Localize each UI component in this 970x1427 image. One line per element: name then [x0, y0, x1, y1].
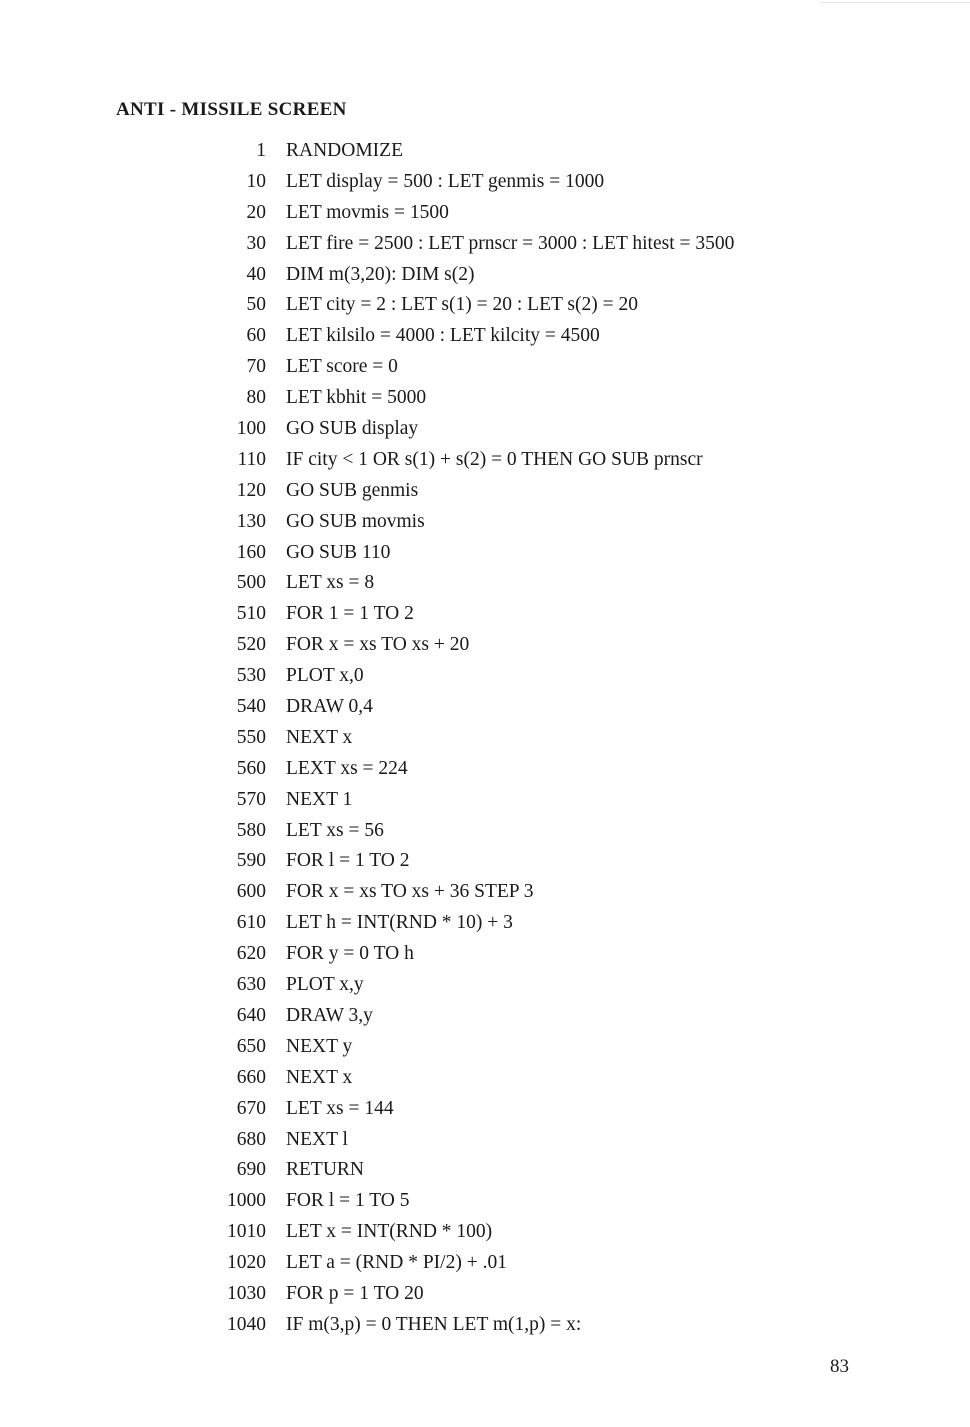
code-line [200, 692, 900, 723]
code-line [200, 1248, 900, 1279]
line-code: LET xs = 144 [286, 1097, 394, 1119]
code-line [200, 321, 900, 352]
code-line [200, 785, 900, 816]
code-line [200, 1032, 900, 1063]
line-number: 500 [236, 572, 266, 594]
line-number: 30 [246, 232, 266, 254]
program-listing [200, 136, 900, 1341]
line-code: LET movmis = 1500 [286, 201, 449, 223]
line-number: 570 [236, 788, 266, 810]
line-number: 580 [236, 819, 266, 841]
code-line [200, 198, 900, 229]
code-line [200, 1001, 900, 1032]
line-code: LET h = INT(RND * 10) + 3 [286, 912, 513, 934]
code-line [200, 1217, 900, 1248]
line-code: LET score = 0 [286, 356, 398, 378]
line-code: PLOT x,y [286, 974, 364, 996]
line-code: IF city < 1 OR s(1) + s(2) = 0 THEN GO SUB prnscr [286, 448, 703, 470]
line-number: 590 [236, 850, 266, 872]
line-number: 520 [236, 634, 266, 656]
line-code: NEXT x [286, 726, 353, 748]
line-number: 60 [246, 325, 266, 347]
line-number: 670 [236, 1097, 266, 1119]
line-code: FOR x = xs TO xs + 36 STEP 3 [286, 881, 534, 903]
line-code: NEXT y [286, 1035, 353, 1057]
code-line [200, 599, 900, 630]
section-heading: ANTI - MISSILE SCREEN [116, 99, 347, 120]
code-line [200, 846, 900, 877]
line-number: 690 [236, 1159, 266, 1181]
code-line [200, 507, 900, 538]
line-number: 660 [236, 1066, 266, 1088]
scan-edge-line [820, 2, 970, 3]
line-number: 40 [246, 263, 266, 285]
line-number: 640 [236, 1004, 266, 1026]
line-code: NEXT 1 [286, 788, 353, 810]
line-code: LET xs = 56 [286, 819, 384, 841]
line-number: 560 [236, 757, 266, 779]
line-number: 1020 [227, 1252, 266, 1274]
line-code: GO SUB genmis [286, 479, 419, 501]
line-code: FOR l = 1 TO 5 [286, 1190, 410, 1212]
line-code: FOR x = xs TO xs + 20 [286, 634, 470, 656]
line-code: FOR 1 = 1 TO 2 [286, 603, 414, 625]
code-line [200, 754, 900, 785]
line-code: LET city = 2 : LET s(1) = 20 : LET s(2) = 20 [286, 294, 638, 316]
code-line [200, 476, 900, 507]
line-number: 1040 [227, 1313, 266, 1335]
code-line [200, 229, 900, 260]
line-code: LET x = INT(RND * 100) [286, 1221, 493, 1243]
line-code: FOR y = 0 TO h [286, 943, 414, 965]
line-code: LET kbhit = 5000 [286, 387, 427, 409]
page-number: 83 [830, 1356, 849, 1377]
code-line [200, 167, 900, 198]
line-code: LET a = (RND * PI/2) + .01 [286, 1252, 507, 1274]
code-line [200, 445, 900, 476]
code-line [200, 908, 900, 939]
line-code: PLOT x,0 [286, 665, 364, 687]
code-line [200, 970, 900, 1001]
line-code: RANDOMIZE [286, 140, 403, 161]
code-line [200, 136, 900, 167]
line-code: FOR l = 1 TO 2 [286, 850, 410, 872]
line-number: 120 [236, 479, 266, 501]
code-line [200, 260, 900, 291]
code-line [200, 383, 900, 414]
line-number: 70 [246, 356, 266, 378]
line-number: 510 [236, 603, 266, 625]
line-code: GO SUB movmis [286, 510, 425, 532]
line-number: 1030 [227, 1282, 266, 1304]
code-line [200, 1125, 900, 1156]
code-line [200, 1279, 900, 1310]
code-line [200, 1310, 900, 1341]
line-number: 610 [236, 912, 266, 934]
code-line [200, 568, 900, 599]
line-number: 20 [246, 201, 266, 223]
line-code: GO SUB 110 [286, 541, 391, 563]
code-line [200, 1186, 900, 1217]
line-code: LET kilsilo = 4000 : LET kilcity = 4500 [286, 325, 600, 347]
line-number: 650 [236, 1035, 266, 1057]
line-number: 50 [246, 294, 266, 316]
code-line [200, 723, 900, 754]
line-code: RETURN [286, 1159, 364, 1181]
line-code: DRAW 0,4 [286, 696, 373, 718]
line-number: 100 [236, 418, 266, 440]
line-code: DRAW 3,y [286, 1004, 373, 1026]
line-number: 550 [236, 726, 266, 748]
line-code: DIM m(3,20): DIM s(2) [286, 263, 475, 285]
line-number: 1010 [227, 1221, 266, 1243]
line-number: 1 [256, 140, 266, 161]
code-line [200, 352, 900, 383]
line-code: LET display = 500 : LET genmis = 1000 [286, 170, 605, 192]
line-code: LET xs = 8 [286, 572, 375, 594]
line-number: 10 [246, 170, 266, 192]
line-number: 620 [236, 943, 266, 965]
line-number: 80 [246, 387, 266, 409]
line-number: 110 [237, 448, 266, 470]
code-line [200, 1094, 900, 1125]
line-number: 630 [236, 974, 266, 996]
code-line [200, 661, 900, 692]
code-line [200, 1063, 900, 1094]
code-line [200, 290, 900, 321]
line-code: IF m(3,p) = 0 THEN LET m(1,p) = x: [286, 1313, 582, 1335]
line-number: 540 [236, 696, 266, 718]
line-code: GO SUB display [286, 418, 419, 440]
line-number: 1000 [227, 1190, 266, 1212]
line-code: FOR p = 1 TO 20 [286, 1282, 424, 1304]
code-line [200, 939, 900, 970]
code-line [200, 414, 900, 445]
line-number: 600 [236, 881, 266, 903]
code-line [200, 816, 900, 847]
code-line [200, 1155, 900, 1186]
code-line [200, 538, 900, 569]
line-number: 680 [236, 1128, 266, 1150]
line-number: 130 [236, 510, 266, 532]
line-number: 160 [236, 541, 266, 563]
line-number: 530 [236, 665, 266, 687]
code-line [200, 877, 900, 908]
line-code: LET fire = 2500 : LET prnscr = 3000 : LET hitest = 3500 [286, 232, 735, 254]
line-code: LEXT xs = 224 [286, 757, 408, 779]
line-code: NEXT l [286, 1128, 348, 1150]
line-code: NEXT x [286, 1066, 353, 1088]
code-line [200, 630, 900, 661]
